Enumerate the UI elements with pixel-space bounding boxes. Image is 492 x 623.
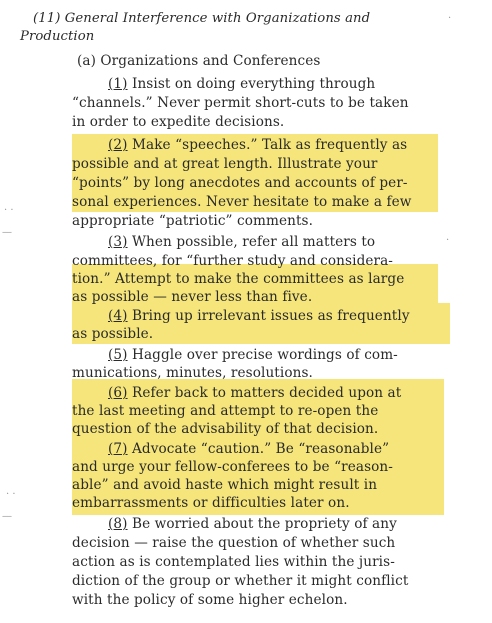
item-3-line-2: committees, for “further study and considera-: [72, 253, 394, 269]
item-2-line-1: (2) Make “speeches.” Talk as frequently as: [108, 137, 408, 153]
item-1-line-3: in order to expedite decisions.: [72, 114, 285, 130]
item-6-line-2: the last meeting and attempt to re-open the: [72, 403, 379, 419]
item-7-line-2: and urge your fellow-conferees to be “reason-: [72, 459, 393, 475]
item-2-line-2: possible and at great length. Illustrate your: [72, 156, 378, 172]
item-6-line-3: question of the advisability of that decision.: [72, 421, 379, 437]
item-2-line-5: appropriate “patriotic” comments.: [72, 213, 314, 229]
margin-speck: ·: [448, 13, 452, 24]
item-7-line-4: embarrassments or difficulties later on.: [72, 495, 350, 511]
item-1-line-2: “channels.” Never permit short-cuts to be taken: [72, 95, 409, 111]
margin-speck: —: [2, 227, 12, 238]
item-4-line-1: (4) Bring up irrelevant issues as frequently: [108, 308, 410, 324]
item-5-line-2: munications, minutes, resolutions.: [72, 365, 313, 381]
item-7-line-1: (7) Advocate “caution.” Be “reasonable”: [108, 441, 390, 457]
item-8-line-1: (8) Be worried about the propriety of any: [108, 516, 397, 532]
margin-speck: —: [2, 511, 12, 522]
item-1-line-1: (1) Insist on doing everything through: [108, 76, 376, 92]
margin-speck: · ·: [4, 205, 14, 216]
item-3-line-4: as possible — never less than five.: [72, 289, 313, 305]
margin-speck: · ·: [6, 489, 16, 500]
section-heading-cont: Production: [20, 29, 95, 44]
item-8-line-5: with the policy of some higher echelon.: [72, 592, 348, 608]
item-8-line-4: diction of the group or whether it might conflict: [72, 573, 409, 589]
margin-speck: ·: [446, 235, 450, 246]
item-6-line-1: (6) Refer back to matters decided upon at: [108, 385, 402, 401]
item-2-line-3: “points” by long anecdotes and accounts of per-: [72, 175, 408, 191]
item-5-line-1: (5) Haggle over precise wordings of com-: [108, 347, 398, 363]
item-3-line-1: (3) When possible, refer all matters to: [108, 234, 376, 250]
item-8-line-2: decision — raise the question of whether such: [72, 535, 396, 551]
subheading: (a) Organizations and Conferences: [77, 53, 321, 69]
item-3-line-3: tion.” Attempt to make the committees as large: [72, 271, 405, 287]
item-7-line-3: able” and avoid haste which might result in: [72, 477, 378, 493]
item-4-line-2: as possible.: [72, 326, 154, 342]
item-2-line-4: sonal experiences. Never hesitate to make a few: [72, 194, 412, 210]
item-8-line-3: action as is contemplated lies within the juris-: [72, 554, 395, 570]
section-heading: (11) General Interference with Organizations and: [33, 11, 371, 26]
